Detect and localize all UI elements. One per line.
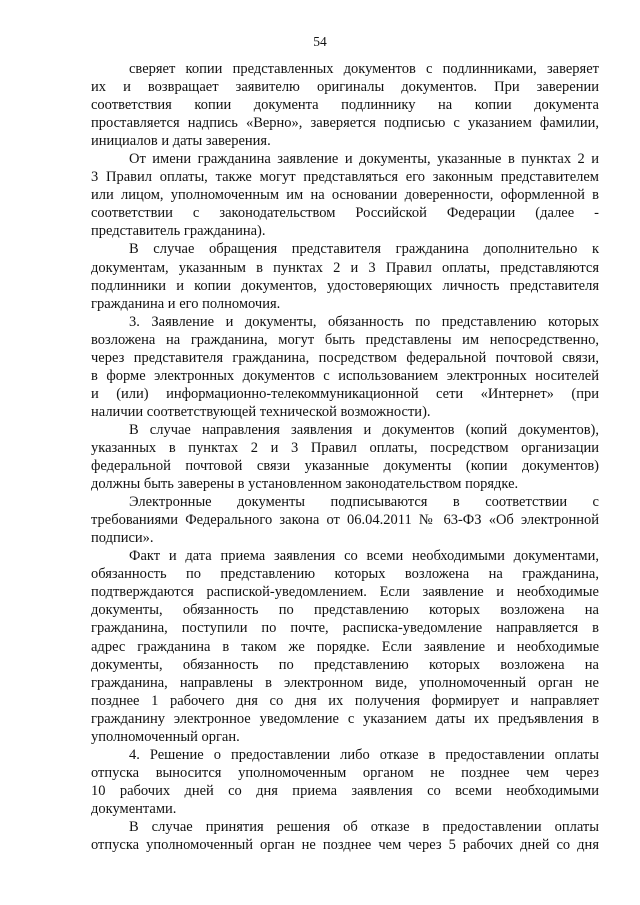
text-line: 4. Решение о предоставлении либо отказе в предоставлении оплаты	[129, 746, 599, 763]
text-line: обязанность по представлению которых возложена на гражданина,	[91, 566, 599, 583]
text-line: гражданина, поступили по почте, расписка-уведомление направляется в	[91, 620, 599, 637]
text-line: соответствия копии документа подлиннику на копии документа	[91, 97, 599, 114]
text-line: документам, указанным в пунктах 2 и 3 Правил оплаты, представляются	[91, 259, 599, 276]
text-line: В случае направления заявления и документов (копий документов),	[129, 421, 599, 438]
text-line: отпуска выносится уполномоченным органом не позднее чем через	[91, 764, 599, 781]
text-line: 3. Заявление и документы, обязанность по представлению которых	[129, 313, 599, 330]
paragraph	[91, 818, 599, 854]
paragraph	[91, 547, 599, 746]
text-line: В случае принятия решения об отказе в предоставлении оплаты	[129, 818, 599, 835]
text-line: позднее 1 рабочего дня со дня их получения формирует и направляет	[91, 692, 599, 709]
text-line: Электронные документы подписываются в соответствии с	[129, 494, 599, 511]
text-line: федеральной почтовой связи указанные документы (копии документов)	[91, 458, 599, 475]
text-line: через представителя гражданина, посредством федеральной почтовой связи,	[91, 349, 599, 366]
text-line: уполномоченный орган.	[91, 728, 240, 745]
text-line: возложена на гражданина, могут быть представлены им непосредственно,	[91, 331, 599, 348]
text-line: 3 Правил оплаты, также могут представляться его законным представителем	[91, 169, 599, 186]
text-line: наличии соответствующей технической возможности).	[91, 403, 431, 420]
text-line: подтверждаются распиской-уведомлением. Если заявление и необходимые	[91, 584, 599, 601]
paragraph	[91, 493, 599, 547]
text-line: гражданина и его полномочия.	[91, 295, 281, 312]
text-line: документы, обязанность по представлению которых возложена на	[91, 656, 599, 673]
paragraph	[91, 421, 599, 493]
text-line: адрес гражданина в таком же порядке. Если заявление и необходимые	[91, 638, 599, 655]
text-line: должны быть заверены в установленном законодательством порядке.	[91, 476, 519, 493]
text-line: подписи».	[91, 530, 154, 547]
paragraph	[91, 240, 599, 312]
text-line: требованиями Федерального закона от 06.04.2011 № 63-ФЗ «Об электронной	[91, 512, 599, 529]
text-line: В случае обращения представителя гражданина дополнительно к	[129, 241, 599, 258]
document-body	[91, 60, 599, 854]
text-line: указанных в пунктах 2 и 3 Правил оплаты, посредством организации	[91, 439, 599, 456]
text-line: гражданину электронное уведомление с указанием даты их предъявления в	[91, 710, 599, 727]
text-line: документами.	[91, 800, 177, 817]
paragraph	[91, 150, 599, 240]
text-line: документы, обязанность по представлению которых возложена на	[91, 602, 599, 619]
text-line: соответствии с законодательством Российской Федерации (далее -	[91, 205, 599, 222]
text-line: Факт и дата приема заявления со всеми необходимыми документами,	[129, 548, 599, 565]
text-line: гражданина, направлены в электронном виде, уполномоченный орган не	[91, 674, 599, 691]
text-line: сверяет копии представленных документов с подлинниками, заверяет	[129, 61, 599, 77]
text-line: инициалов и даты заверения.	[91, 133, 271, 150]
text-line: или лицом, уполномоченным им на основании доверенности, оформленной в	[91, 187, 599, 204]
text-line: в форме электронных документов с использованием электронных носителей	[91, 367, 599, 384]
text-line: подлинники и копии документов, удостоверяющих личность представителя	[91, 277, 599, 294]
text-line: проставляется надпись «Верно», заверяется подписью с указанием фамилии,	[91, 115, 599, 132]
paragraph	[91, 60, 599, 150]
paragraph	[91, 746, 599, 818]
page-number: 54	[313, 34, 327, 49]
text-line: представитель гражданина).	[91, 223, 266, 240]
text-line: 10 рабочих дней со дня приема заявления со всеми необходимыми	[91, 782, 599, 799]
text-line: и (или) информационно-телекоммуникационной сети «Интернет» (при	[91, 385, 599, 402]
paragraph	[91, 313, 599, 421]
text-line: их и возвращает заявителю оригиналы документов. При заверении	[91, 79, 599, 96]
text-line: отпуска уполномоченный орган не позднее чем через 5 рабочих дней со дня	[91, 837, 599, 854]
text-line: От имени гражданина заявление и документы, указанные в пунктах 2 и	[129, 151, 599, 168]
